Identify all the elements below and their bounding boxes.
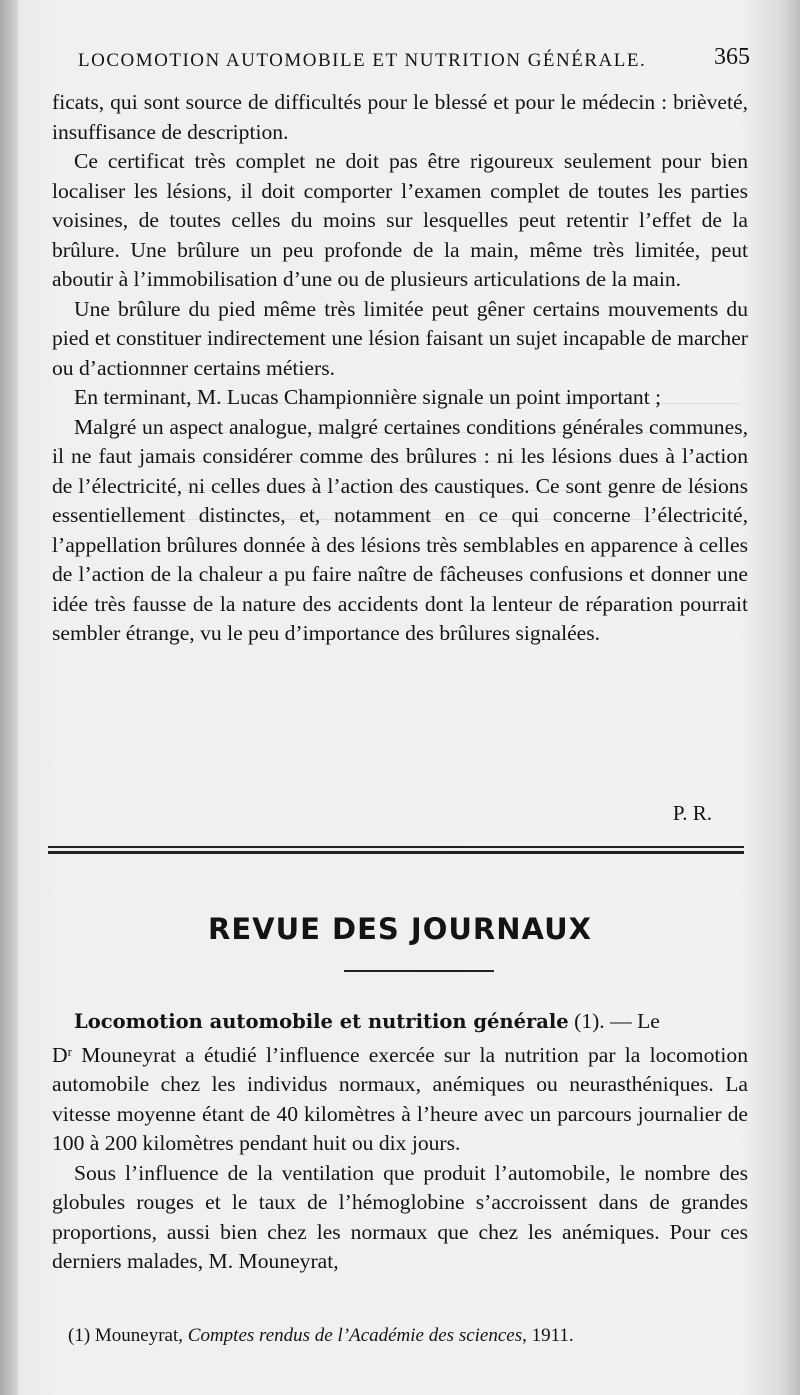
doctor-abbrev: D [52, 1042, 68, 1067]
section-divider-thin [48, 846, 744, 848]
doctor-abbrev-sup: r [67, 1043, 72, 1059]
section-divider-thick [48, 851, 744, 854]
title-underline [344, 970, 494, 972]
paragraph-certificate: Ce certificat très complet ne doit pas être rigoureux seulement pour bien localiser les lésions, il doit comporter l’examen complet de toutes les parties voisines, de toutes celles du moins sur lesquelles peut retentir l’effet de la brûlure. Une brûlure un peu profonde de la main, même très limitée, peut aboutir à l’immobilisation d’une ou de plusieurs articulations de la main. [52, 149, 748, 291]
article-lead-title: Locomotion automobile et nutrition générale [74, 1010, 569, 1033]
paragraph-continuation: ficats, qui sont source de difficultés pour le blessé et pour le médecin : brièveté, insuffisance de description. [52, 90, 748, 144]
lead-dash: — Le [604, 1009, 660, 1033]
footnote [68, 1325, 748, 1347]
footnote-author: Mouneyrat, [90, 1325, 188, 1346]
paragraph-foot-burn: Une brûlure du pied même très limitée peut gêner certains mouvements du pied et constituer indirectement une lésion faisant un sujet incapable de marcher ou d’actionnner certains métiers. [52, 296, 748, 380]
footnote-journal: Comptes rendus de l’Académie des sciences [187, 1325, 523, 1346]
footnote-year: , 1911. [522, 1325, 574, 1346]
book-spine-shadow [0, 0, 18, 1395]
page-number: 365 [714, 44, 750, 70]
paragraph-electricity: Malgré un aspect analogue, malgré certaines conditions générales communes, il ne faut jamais considérer comme des brûlures : ni les lésions dues à l’action de l’électricité, ni celles dues à l’action des caustiques. Ce sont genre de lésions essentiellement distinctes, et, notamment en ce qui concerne l’électricité, l’appellation brûlures donnée à des lésions très semblables en apparence à celles de l’action de la chaleur a pu faire naître de fâcheuses confusions et donner une idée très fausse de la nature des accidents dont la lenteur de réparation pourrait sembler étrange, vu le peu d’importance des brûlures signalées. [52, 414, 748, 645]
upper-body-text [52, 88, 748, 649]
running-title: LOCOMOTION AUTOMOBILE ET NUTRITION GÉNÉRALE. [78, 50, 647, 71]
article-body [52, 1007, 748, 1277]
footnote-marker: (1) [68, 1325, 91, 1346]
author-signature: P. R. [672, 801, 712, 825]
footnote-reference: (1). [574, 1009, 605, 1033]
article-lead-paragraph [52, 1007, 748, 1159]
paragraph-closing-remark: En terminant, M. Lucas Championnière signale un point important ; [74, 385, 662, 409]
running-head [78, 42, 750, 78]
article-paragraph-2: Sous l’influence de la ventilation que produit l’automobile, le nombre des globules rouges et le taux de l’hémoglobine s’accroissent dans de grandes proportions, aussi bien chez les normaux que chez les anémiques. Pour ces derniers malades, M. Mouneyrat, [52, 1160, 748, 1273]
article-lead-rest: Mouneyrat a étudié l’influence exercée sur la nutrition par la locomotion automobile chez les individus normaux, anémiques ou neurasthéniques. La vitesse moyenne étant de 40 kilomètres à l’heure avec un parcours journalier de 100 à 200 kilomètres pendant huit ou dix jours. [52, 1042, 748, 1155]
section-title: REVUE DES JOURNAUX [208, 912, 592, 946]
